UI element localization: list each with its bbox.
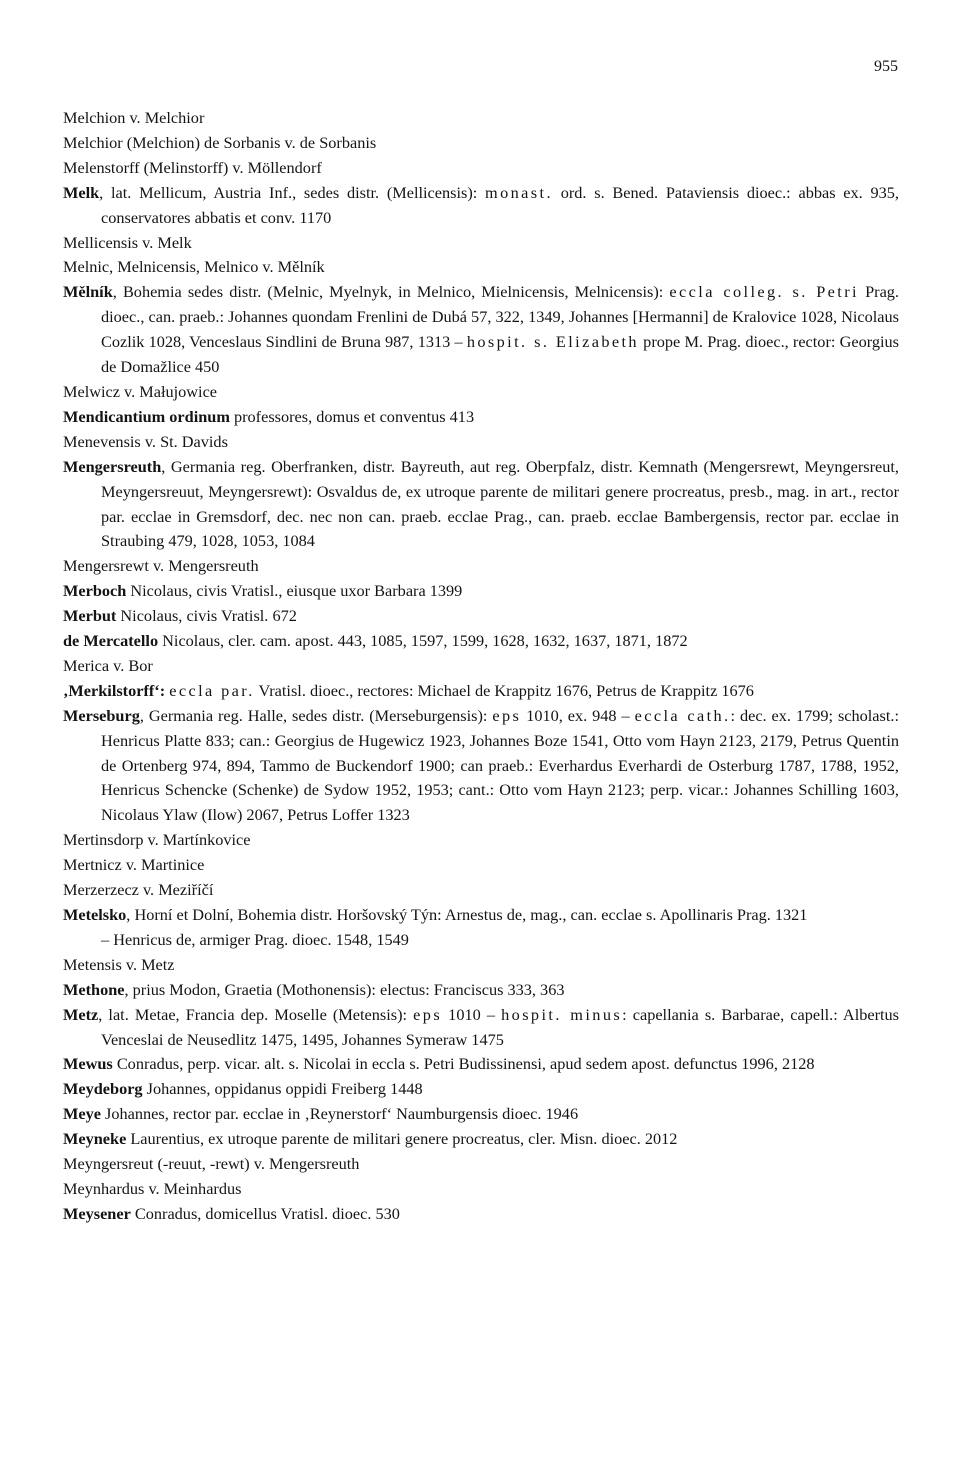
entry-text: Mengersrewt v. Mengersreuth: [63, 556, 259, 576]
entry-text: , Germania reg. Oberfranken, distr. Bayreuth, aut reg. Oberpfalz, distr. Kemnath (Mengersrewt, Meyngersreut, Meyngersreuut, Meyngersrewt): Osvaldus de, ex utroque parente de militari genere procreatus, presb., mag. in art., rector par. ecclae in Gremsdorf, dec. nec non can. praeb. ecclae Prag., can. praeb. ecclae Bambergensis, rector par. ecclae in Straubing 479, 1028, 1053, 1084: [101, 456, 899, 551]
entry-lemma: Mengersreuth: [63, 456, 162, 476]
index-entry: [63, 1177, 899, 1202]
page-number: 955: [874, 58, 898, 75]
entry-lemma: de Mercatello: [63, 631, 159, 651]
index-entry: [63, 1127, 899, 1152]
index-entry: [63, 255, 899, 280]
entry-text: Mertnicz v. Martinice: [63, 855, 205, 875]
entry-text: Johannes, oppidanus oppidi Freiberg 1448: [142, 1079, 423, 1099]
entry-text: , Germania reg. Halle, sedes distr. (Merseburgensis):: [139, 705, 493, 725]
spaced-term: eccla par.: [169, 680, 255, 700]
index-entry: [63, 380, 899, 405]
index-entry: [63, 554, 899, 579]
spaced-term: hospit. minus: [501, 1004, 623, 1024]
index-entry: [63, 679, 899, 704]
index-entry: [63, 978, 899, 1003]
entry-text: Metensis v. Metz: [63, 954, 175, 974]
index-entry: [63, 579, 899, 604]
entry-lemma: Merboch: [63, 581, 127, 601]
index-entry: [63, 405, 899, 430]
entry-text: Conradus, domicellus Vratisl. dioec. 530: [130, 1203, 400, 1223]
entry-text: professores, domus et conventus 413: [229, 406, 475, 426]
index-entry: [63, 629, 899, 654]
entry-text: Merzerzecz v. Meziříčí: [63, 880, 214, 900]
entry-text: Mertinsdorp v. Martínkovice: [63, 830, 251, 850]
entry-lemma: Merseburg: [63, 705, 140, 725]
index-entry: [63, 1202, 899, 1227]
index-entry: [63, 156, 899, 181]
index-entry: [63, 1003, 899, 1053]
spaced-term: eps: [413, 1004, 443, 1024]
entry-text: , lat. Metae, Francia dep. Moselle (Metensis):: [98, 1004, 414, 1024]
entry-text: Nicolaus, civis Vratisl., eiusque uxor Barbara 1399: [126, 581, 463, 601]
entry-lemma: Meydeborg: [63, 1079, 143, 1099]
entry-lemma: Mělník: [63, 282, 113, 302]
entry-text: Prag. dioec., can. praeb.: Johannes quondam Frenlini de Dubá 57, 322, 1349, Johannes [Hermanni] de Kralovice 1028, Nicolaus Cozlik 1028, Venceslaus Sindlini de Bruna 987, 1313 –: [101, 282, 900, 352]
entry-lemma: Merbut: [63, 606, 117, 626]
index-entry: [63, 181, 899, 231]
entry-text: Meyngersreut (-reuut, -rewt) v. Mengersreuth: [63, 1154, 360, 1174]
entry-text: 1010, ex. 948 –: [521, 705, 635, 725]
entry-text: Nicolaus, civis Vratisl. 672: [116, 606, 297, 626]
spaced-term: eccla cath.: [634, 705, 731, 725]
entry-lemma: Methone: [63, 979, 125, 999]
index-entry: [63, 430, 899, 455]
spaced-term: hospit. s. Elizabeth: [466, 332, 639, 352]
index-entry: [63, 604, 899, 629]
entry-text: Melchion v. Melchior: [63, 108, 205, 127]
index-entry: [63, 1077, 899, 1102]
entry-text: Meynhardus v. Meinhardus: [63, 1178, 242, 1198]
entry-lemma: Meysener: [63, 1203, 131, 1223]
index-entry: [63, 903, 899, 928]
index-entry: [63, 131, 899, 156]
entry-lemma: Melk: [63, 182, 100, 202]
entry-text: Vratisl. dioec., rectores: Michael de Krappitz 1676, Petrus de Krappitz 1676: [254, 680, 754, 700]
entry-text: , Bohemia sedes distr. (Melnic, Myelnyk, in Melnico, Mielnicensis, Melnicensis):: [112, 282, 670, 302]
index-entry: [63, 654, 899, 679]
entry-lemma: Mendicantium ordinum: [63, 406, 230, 426]
spaced-term: eps: [492, 705, 522, 725]
entry-text: ord. s. Bened. Pataviensis dioec.: abbas ex. 935, conservatores abbatis et conv. 1170: [101, 182, 899, 227]
index-entry: [63, 853, 899, 878]
index-entry: [63, 231, 899, 256]
entry-text: Menevensis v. St. Davids: [63, 431, 228, 451]
entry-text: Melchior (Melchion) de Sorbanis v. de Sorbanis: [63, 132, 377, 152]
entry-lemma: Mewus: [63, 1054, 113, 1074]
index-entry: [63, 704, 899, 829]
index-entry: [63, 953, 899, 978]
index-entry: [63, 828, 899, 853]
entry-lemma: Metz: [63, 1004, 99, 1024]
entry-text: : dec. ex. 1799; scholast.: Henricus Platte 833; can.: Georgius de Hugewicz 1923, Johannes Boze 1541, Otto vom Hayn 2123, 2179, Petrus Quentin de Ortenberg 974, 894, Tammo de Buckendorf 1900; can praeb.: Everhardus Everhardi de Osterburg 1787, 1788, 1952, Henricus Schencke (Schenke) de Sydow 1952, 1953; cant.: Otto vom Hayn 2123; perp. vicar.: Johannes Schilling 1603, Nicolaus Ylaw (Ilow) 2067, Petrus Loffer 1323: [101, 705, 899, 825]
entry-text: , Horní et Dolní, Bohemia distr. Horšovský Týn: Arnestus de, mag., can. ecclae s. Apollinaris Prag. 1321: [126, 905, 808, 924]
entry-lemma: Meyneke: [63, 1129, 127, 1149]
index-entry: [63, 1152, 899, 1177]
index-entry: [63, 106, 899, 131]
spaced-term: eccla colleg. s. Petri: [669, 282, 859, 302]
index-entry: [63, 878, 899, 903]
entry-text: , lat. Mellicum, Austria Inf., sedes distr. (Mellicensis):: [99, 182, 486, 202]
spaced-term: monast.: [485, 182, 553, 202]
entry-text: Mellicensis v. Melk: [63, 232, 192, 252]
entry-text: – Henricus de, armiger Prag. dioec. 1548, 1549: [101, 929, 409, 949]
entry-text: Laurentius, ex utroque parente de militari genere procreatus, cler. Misn. dioec. 2012: [126, 1129, 678, 1149]
entry-lemma: Metelsko: [63, 905, 127, 924]
entry-text: Melwicz v. Małujowice: [63, 381, 218, 401]
entry-text: , prius Modon, Graetia (Mothonensis): electus: Franciscus 333, 363: [124, 979, 565, 999]
entry-text: Johannes, rector par. ecclae in ‚Reynerstorf‘ Naumburgensis dioec. 1946: [100, 1104, 579, 1124]
index-entry: [63, 1102, 899, 1127]
entry-text: Merica v. Bor: [63, 655, 153, 675]
entry-text: prope M. Prag. dioec., rector: Georgius de Domažlice 450: [101, 332, 899, 377]
index-entry: [63, 280, 899, 380]
entry-text: Melenstorff (Melinstorff) v. Möllendorf: [63, 157, 322, 177]
entry-text: Conradus, perp. vicar. alt. s. Nicolai in eccla s. Petri Budissinensi, apud sedem apost. defunctus 1996, 2128: [112, 1054, 815, 1074]
index-entry: [63, 1052, 899, 1077]
index-entry: [63, 455, 899, 555]
entry-lemma: Meye: [63, 1104, 101, 1124]
entry-lemma: ‚Merkilstorff‘:: [63, 680, 166, 700]
index-entries: [63, 106, 899, 1227]
entry-text: 1010 –: [442, 1004, 502, 1024]
entry-text: Nicolaus, cler. cam. apost. 443, 1085, 1597, 1599, 1628, 1632, 1637, 1871, 1872: [158, 631, 688, 651]
index-entry: [63, 928, 899, 953]
entry-text: Melnic, Melnicensis, Melnico v. Mělník: [63, 257, 325, 277]
entry-text: : capellania s. Barbarae, capell.: Albertus Venceslai de Neusedlitz 1475, 1495, Johannes Symeraw 1475: [101, 1004, 900, 1049]
